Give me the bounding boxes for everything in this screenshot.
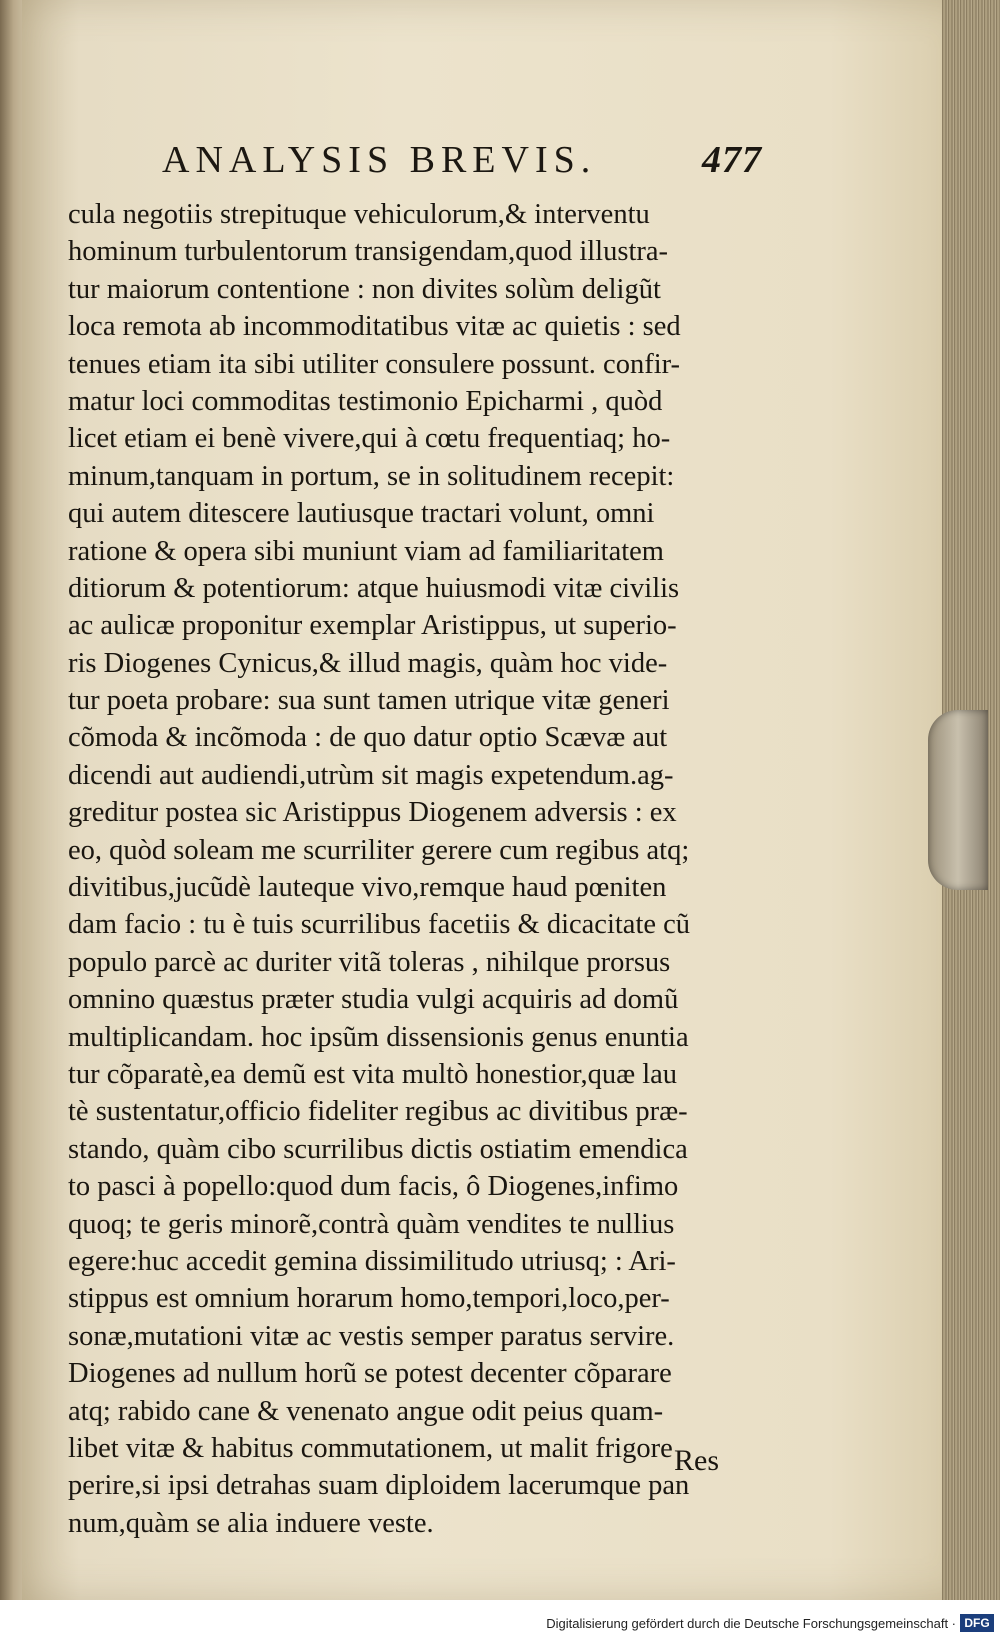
text-line: perire,si ipsi detrahas suam diploidem lacerumque pan: [68, 1470, 690, 1502]
catchword: Res: [674, 1444, 719, 1477]
text-line: populo parcè ac duriter vitã toleras , nihilque prorsus: [68, 946, 671, 978]
text-line: dam facio : tu è tuis scurrilibus facetiis & dicacitate cũ: [68, 909, 691, 941]
dfg-logo: DFG: [960, 1614, 994, 1632]
text-line: hominum turbulentorum transigendam,quod illustra-: [68, 236, 668, 268]
text-line: tur cõparatè,ea demũ est vita multò honestior,quæ lau: [68, 1058, 678, 1090]
text-line: cõmoda & incõmoda : de quo datur optio Scævæ aut: [68, 722, 668, 754]
text-line: licet etiam ei benè vivere,qui à cœtu frequentiaq; ho-: [68, 423, 671, 455]
text-line: Diogenes ad nullum horũ se potest decenter cõparare: [68, 1358, 672, 1390]
text-line: multiplicandam. hoc ipsũm dissensionis genus enuntia: [68, 1021, 689, 1053]
footer-bar: [0, 1600, 1000, 1640]
text-line: ditiorum & potentiorum: atque huiusmodi vitæ civilis: [68, 572, 680, 604]
text-line: atq; rabido cane & venenato angue odit peius quam-: [68, 1395, 664, 1427]
text-line: libet vitæ & habitus commutationem, ut malit frigore: [68, 1432, 673, 1464]
text-line: num,quàm se alia induere veste.: [68, 1507, 434, 1539]
text-line: stippus est omnium horarum homo,tempori,loco,per-: [68, 1283, 670, 1315]
running-head-title: ANALYSIS BREVIS.: [162, 139, 597, 181]
text-line: divitibus,jucũdè lauteque vivo,remque haud pœniten: [68, 872, 667, 904]
book-clasp: [928, 710, 988, 890]
text-line: minum,tanquam in portum, se in solitudinem recepit:: [68, 460, 675, 492]
text-line: qui autem ditescere lautiusque tractari volunt, omni: [68, 498, 655, 530]
text-line: tur poeta probare: sua sunt tamen utrique vitæ generi: [68, 685, 670, 717]
text-line: loca remota ab incommoditatibus vitæ ac quietis : sed: [68, 311, 681, 343]
text-line: dicendi aut audiendi,utrùm sit magis expetendum.ag-: [68, 759, 674, 791]
text-line: stando, quàm cibo scurrilibus dictis ostiatim emendica: [68, 1133, 688, 1165]
funding-credit: Digitalisierung gefördert durch die Deutsche Forschungsgemeinschaft ·: [546, 1616, 956, 1631]
text-line: ratione & opera sibi muniunt viam ad familiaritatem: [68, 535, 664, 567]
text-line: tur maiorum contentione : non divites solùm deligũt: [68, 273, 661, 305]
text-line: sonæ,mutationi vitæ ac vestis semper paratus servire.: [68, 1320, 675, 1352]
text-line: tenues etiam ita sibi utiliter consulere possunt. confir-: [68, 348, 681, 380]
text-line: greditur postea sic Aristippus Diogenem adversis : ex: [68, 797, 677, 829]
text-line: tè sustentatur,officio fideliter regibus ac divitibus præ-: [68, 1096, 688, 1128]
text-line: egere:huc accedit gemina dissimilitudo utriusq; : Ari-: [68, 1245, 676, 1277]
text-line: omnino quæstus præter studia vulgi acquiris ad domũ: [68, 984, 679, 1016]
running-head: [162, 138, 762, 194]
text-line: eo, quòd soleam me scurriliter gerere cum regibus atq;: [68, 834, 690, 866]
text-line: ris Diogenes Cynicus,& illud magis, quàm hoc vide-: [68, 647, 668, 679]
page-number: 477: [702, 139, 762, 181]
book-page: [22, 0, 972, 1600]
text-line: ac aulicæ proponitur exemplar Aristippus, ut superio-: [68, 610, 677, 642]
text-line: to pasci à popello:quod dum facis, ô Diogenes,infimo: [68, 1171, 679, 1203]
body-text: [68, 196, 758, 1542]
text-line: quoq; te geris minorẽ,contrà quàm vendites te nullius: [68, 1208, 675, 1240]
text-line: cula negotiis strepituque vehiculorum,& interventu: [68, 199, 650, 230]
text-line: matur loci commoditas testimonio Epicharmi , quòd: [68, 385, 663, 417]
